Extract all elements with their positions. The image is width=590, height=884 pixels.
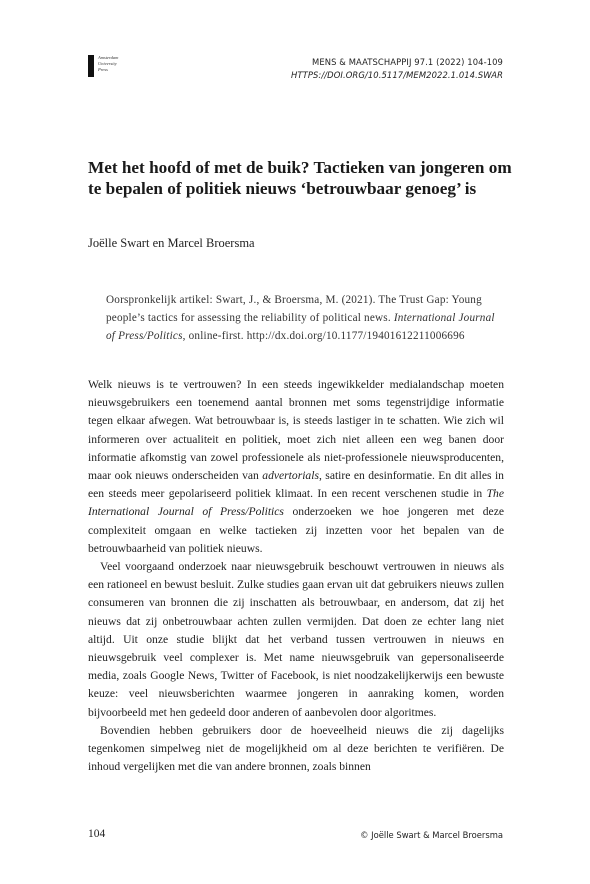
article-title: Met het hoofd of met de buik? Tactieken van jongeren om te bepalen of politiek nieuws ‘betrouwbaar genoeg’ is xyxy=(88,158,512,198)
original-reference-prefix: Oorspronkelijk artikel: Swart, J., & Broersma, M. (2021). The Trust Gap: Young people’s tactics for assessing the reliability of political news. xyxy=(106,294,482,324)
copyright-notice: © Joëlle Swart & Marcel Broersma xyxy=(360,830,503,840)
article-body xyxy=(88,376,504,776)
journal-header xyxy=(291,56,503,82)
logo-mark xyxy=(88,55,94,77)
paragraph-emphasis: The International Journal of Press/Politics xyxy=(88,487,504,519)
paragraph-emphasis: advertorials xyxy=(262,469,319,483)
logo-line: Press xyxy=(98,67,108,72)
paragraph: Bovendien hebben gebruikers door de hoeveelheid nieuws die zij dagelijks tegenkomen simpelweg niet de mogelijkheid om al deze berichten te verifiëren. De inhoud vergelijken met die van andere bronnen, zoals binnen xyxy=(88,723,504,774)
article-authors: Joëlle Swart en Marcel Broersma xyxy=(88,236,255,250)
original-reference-journal: International Journal of Press/Politics xyxy=(106,312,495,342)
original-reference-suffix: , online-first. http://dx.doi.org/10.1177/19401612211006696 xyxy=(182,330,465,342)
paragraph: Veel voorgaand onderzoek naar nieuwsgebruik beschouwt vertrouwen in nieuws als een rationeel en bewust besluit. Zulke studies gaan ervan uit dat gebruikers nieuws zullen consumeren van bronnen die zij inschatten als betrouwbaar, en andersom, dat zij het nieuws dat zij onbetrouwbaar achten zullen vermijden. Dat doen ze echter lang niet altijd. Uit onze studie blijkt dat het verband tussen vertrouwen in nieuws en nieuwsgebruik veel complexer is. Met name nieuwsgebruik van gepersonaliseerde media, zoals Google News, Twitter of Facebook, is niet noodzakelijkerwijs een bewuste keuze: veel nieuwsberichten waarmee jongeren in aanraking komen, worden bijvoorbeeld met hen gedeeld door anderen of aanbevolen door algoritmes. xyxy=(88,560,504,719)
logo-text xyxy=(98,55,118,73)
paragraph-text: , satire en desinformatie. En dit alles in een steeds meer gepolariseerd politiek klimaat. In een recent verschenen studie in xyxy=(88,469,504,501)
journal-citation: MENS & MAATSCHAPPIJ 97.1 (2022) 104-109 xyxy=(312,57,503,67)
logo-line: University xyxy=(98,61,117,66)
journal-doi-link[interactable]: HTTPS://DOI.ORG/10.5117/MEM2022.1.014.SWAR xyxy=(291,70,503,80)
publisher-logo xyxy=(88,55,118,77)
paragraph-text: onderzoeken we hoe jongeren met deze complexiteit omgaan en welke tactieken zij inzetten voor het bepalen van de betrouwbaarheid van politiek nieuws. xyxy=(88,505,504,555)
original-article-reference xyxy=(106,291,504,345)
paragraph-text: Welk nieuws is te vertrouwen? In een steeds ingewikkelder medialandschap moeten nieuwsgebruikers een toenemend aantal bronnen met soms tegenstrijdige informatie tegen elkaar afwegen. Wat betrouwbaar is, is steeds lastiger in te schatten. Wie zich wil informeren over actualiteit en politiek, moet zich niet alleen een weg banen door informatie afkomstig van zowel professionele als niet-professionele nieuwsproducenten, maar ook nieuws onderscheiden van xyxy=(88,378,504,483)
paragraph xyxy=(88,376,504,558)
logo-line: Amsterdam xyxy=(98,55,119,60)
page-number: 104 xyxy=(88,828,106,840)
